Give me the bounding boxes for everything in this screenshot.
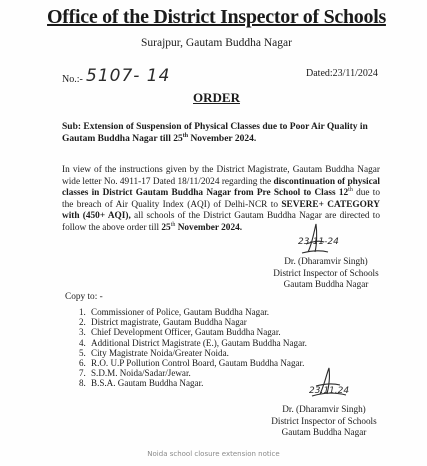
signature-2-date: 23.11.24 xyxy=(309,386,350,396)
signatory-1-name: Dr. (Dharamvir Singh) xyxy=(284,256,368,266)
subject-superscript: th xyxy=(182,132,189,139)
signatory-block-2 xyxy=(264,404,384,439)
list-item: 1. Commissioner of Police, Gautam Buddha Nagar. xyxy=(79,307,270,317)
order-date: Dated:23/11/2024 xyxy=(306,68,378,79)
subject-line xyxy=(62,121,377,145)
copy-to-list xyxy=(79,307,307,389)
subject-text-end: November 2024. xyxy=(188,134,257,144)
subject-text: Sub: Extension of Suspension of Physical Classes due to Poor Air Quality in Gautam Buddha Nagar till 25 xyxy=(62,122,368,144)
body-text-1: In view of the instructions given by the District Magistrate, Gautam Buddha Nagar wide letter No. 4911-17 Dated 18/11/2024 regarding the xyxy=(62,165,380,187)
copy-to-label: Copy to: - xyxy=(65,292,103,302)
handwritten-signature-2 xyxy=(306,366,356,402)
body-bold-3: 25 xyxy=(161,222,171,233)
signatory-block-1 xyxy=(266,256,386,291)
list-item: 4. Additional District Magistrate (E.), Gautam Buddha Nagar. xyxy=(79,337,307,348)
body-text-3: all schools of the District Gautam Buddha Nagar are directed to follow the above order till xyxy=(62,211,380,233)
list-item: 3. Chief Development Officer, Gautam Buddha Nagar. xyxy=(79,327,281,338)
list-item: 7. S.D.M. Noida/Sadar/Jewar. xyxy=(79,368,191,379)
signatory-1-place: Gautam Buddha Nagar xyxy=(283,279,369,289)
body-text-2: due to the breach of Air Quality Index (AQI) of Delhi-NCR to xyxy=(62,188,380,210)
signatory-1-designation: District Inspector of Schools xyxy=(273,267,379,278)
signature-scribble-icon xyxy=(306,366,356,402)
body-bold-4: November 2024. xyxy=(175,222,243,233)
body-bold-2: SEVERE+ CATEGORY with (450+ AQI), xyxy=(62,199,380,222)
reference-number-handwritten: 5107- 14 xyxy=(86,66,171,86)
order-heading: ORDER xyxy=(193,90,240,105)
list-item: 2. District magistrate, Gautam Buddha Nagar xyxy=(79,317,247,328)
office-address: Surajpur, Gautam Buddha Nagar xyxy=(141,37,292,49)
reference-number-label: No.:- xyxy=(62,74,83,85)
office-title: Office of the District Inspector of Schools xyxy=(47,6,386,28)
list-item: 5. City Magistrate Noida/Greater Noida. xyxy=(79,347,229,358)
body-superscript-1: th xyxy=(348,187,353,194)
signatory-2-designation: District Inspector of Schools xyxy=(271,415,377,426)
list-item: 6. R.O. U.P Pollution Control Board, Gautam Buddha Nagar. xyxy=(79,358,305,369)
list-item: 8. B.S.A. Gautam Buddha Nagar. xyxy=(79,378,204,389)
signatory-2-place: Gautam Buddha Nagar xyxy=(281,427,367,437)
body-superscript-2: th xyxy=(170,221,176,228)
body-bold-1: discontinuation of physical classes in District Gautam Buddha Nagar from Pre School to Class 12 xyxy=(62,176,380,199)
image-caption: Noida school closure extension notice xyxy=(147,450,280,458)
signatory-2-name: Dr. (Dharamvir Singh) xyxy=(282,404,366,414)
handwritten-signature-1 xyxy=(298,222,358,258)
signature-1-date: 23-11-24 xyxy=(298,237,339,247)
